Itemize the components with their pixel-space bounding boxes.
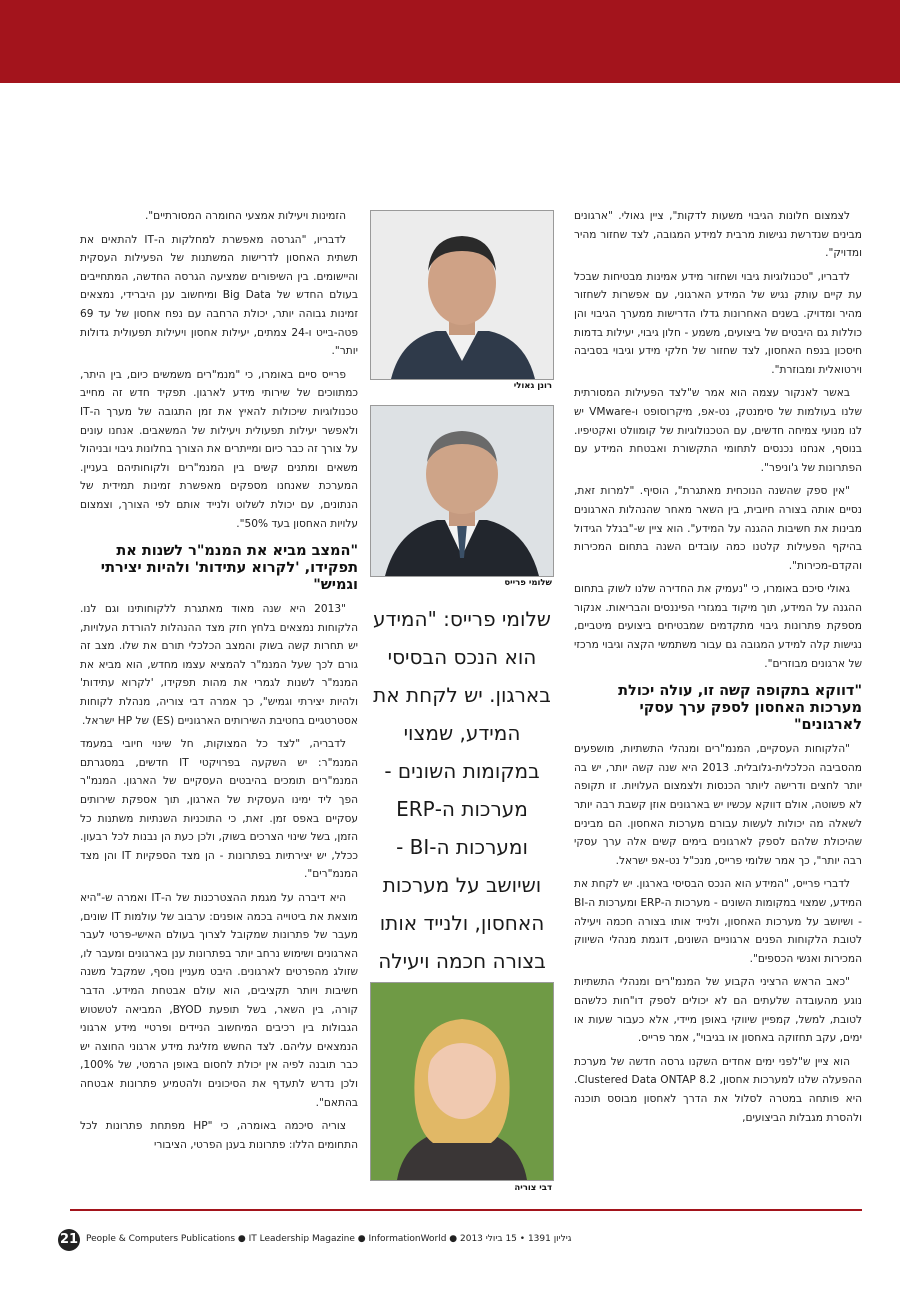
caption-shlomi-price: שלומי פרייס (504, 578, 552, 588)
article-paragraph: "הלקוחות העסקיים, המנמ"רים ומנהלי התשתיות, מושפעים מהסביבה הכלכלית-גלובלית. 2013 היא שנה קשה יותר, יש בה יותר לחצים ודרישה ליותר הכנסות ולצמצום העלויות. זו תקופה לא פשוטה, אולם דווקא עכשיו יש בארגונים אוזן קשבת רבה יותר לשאלה מה יכולות לעשות עבורם מערכות האחסון. הם מבינים שהיכולת שלהם לספק לארגונים בימים קשים אלה ערך עסקי רבה יותר", כך אמר שלומי פרייס, מנכ"ל נט-אפ ישראל. (574, 743, 862, 867)
article-paragraph: גאולי סיכם באומרו, כי "נעמיק את החדירה שלנו לשוק בתחום ההגנה על המידע, תוך מיקוד במגזרי הפיננסים והבריאות. אנקור מספקת פתרונות גיבוי מתקדמים שמבטיחים ביצועים מיטביים, נגישות קלה למידע המגובה גם עבור משתמשי הקצה וגיבוי מרכזי של ארגונים מבוזרים". (574, 583, 862, 670)
caption-roni-geuli: רונן גאולי (513, 381, 552, 391)
bottom-rule (70, 1209, 862, 1211)
section-heading: "דווקא בתקופה קשה זו, עולה יכולת מערכות האחסון לספק ערך עסקי לארגונים" (618, 683, 862, 734)
page-number: 21 (58, 1229, 80, 1251)
footer-magazine: IT Leadership Magazine (248, 1234, 355, 1244)
portrait-man-1 (371, 211, 553, 379)
footer-year: 2013 (460, 1234, 483, 1244)
article-paragraph: "2013 היא שנה מאוד מאתגרת ללקוחותינו וגם לנו. הלקוחות נמצאים בלחץ חזק מצד ההנהלות להורדת העלויות, יש תחרות קשה בשוק והמצב הכלכלי תורם את שלו. מצב זה גורם לכך שעל המנמ"ר להמציא עצמו מחדש, הוא מביא את המנמ"ר לשנות לגמרי את מהות תפקידו, 'לקרוא עתידות' ולהיות יצירתי וגמיש", כך אמרה דבי צוריה, מנהלת לקוחות אסטרטגיים בחטיבת השירותים הארגוניים (ES) של HP ישראל. (80, 603, 358, 727)
photo-roni-geuli (370, 210, 554, 380)
footer-publisher: People & Computers Publications (86, 1234, 236, 1244)
article-paragraph: הזמינות ויעילות אמצעי החומרה המסורתיים". (144, 210, 346, 222)
article-paragraph: הוא ציין ש"לפני ימים אחדים השקנו גרסה חדשה של מערכת ההפעלה שלנו למערכות אחסון, Clustered Data ONTAP 8.2. היא פותחה במטרה לסלול את הדרך לאחסון מבוסס תוכנה ולהסרת מגבלות הביצועים, (574, 1055, 862, 1124)
article-paragraph: לצמצום חלונות הגיבוי משעות לדקות", ציין גאולי. "ארגונים מבינים שנדרשת נגישות מרבית למידע המגובה, לצד שחזור מהיר ומדויק". (574, 210, 862, 260)
article-paragraph: "כאב הראש הרציני הקבוע של המנמ"רים ומנהלי התשתיות נוגע מהעובדה שלעתים הם לא יכולים לספק דו"חות כלשהם לטובת, למשל, קמפיין שיווקי באופן מיידי, אלא כעבור שעות או ימים, עקב תחזוקה באחסון או בגיבוי", אמר פרייס. (574, 976, 862, 1045)
article-paragraph: צוריה סיכמה באומרה, כי "HP מפתחת פתרונות לכל התחומים הללו: פתרונות בענן הפרטי, הציבורי (80, 1120, 358, 1151)
article-paragraph: "אין ספק שהשנה הנוכחית מאתגרת", הוסיף. "למרות זאת, נסיים אותה בצורה חיובית, בין השאר מאחר שהנהלות הארגונים מבינות את חשיבות ההגנה על המידע". הוא ציין ש-"בגלל הגידול בהיקף הפעילות קלטנו כמה עובדים השנה בתחום המכירות והקדם-מכירות". (574, 485, 862, 572)
page-footer (58, 1229, 848, 1253)
footer-bullet: ● (357, 1234, 369, 1244)
footer-issue: גיליון 1391 • 15 ביולי (485, 1234, 572, 1244)
article-paragraph: לדבריו, "טכנולוגיות גיבוי ושחזור מידע אמינות מבטיחות שבכל עת קיים עותק נגיש של המידע הארגוני, עם אפשרות לשחזור מהיר ומדויק. בשנים האחרונות גדלו הדרישות ממערך הגיבוי והן כוללות גם היבטים של ביצועים, משמע - חלון גיבוי, יעילות בדמות חיסכון בנפח האחסון, לצד שחזור של חלקי מידע וגיבוי בסביבה וירטואלית ומבוזרת". (574, 270, 862, 376)
photo-debi-zuria (370, 982, 554, 1181)
pull-quote: שלומי פרייס: "המידע הוא הנכס הבסיסי בארגון. יש לקחת את המידע, שמצוי במקומות השונים - מערכות ה-ERP ומערכות ה-BI - ושיושב על מערכות האחסון, ולנייד אותו בצורה חכמה ויעילה (373, 607, 551, 973)
footer-bullet: ● (237, 1234, 249, 1244)
article-column-right (574, 207, 862, 1207)
footer-text (86, 1234, 571, 1244)
portrait-man-2 (371, 406, 553, 576)
caption-debi-zuria: דבי צוריה (514, 1183, 552, 1193)
article-paragraph: פרייס סיים באומרו, כי "מנמ"רים משמשים כיום, בין היתר, כמתווכים של שירותי מידע לארגון. תפקיד חדש זה מחייב טכנולוגיות שיכולות להאיץ את זמן התגובה של מערך ה-IT ולאפשר יעילות תפעולית ויעילות של המשאבים. אנחנו עונים על צורך זה כבר כיום ומייתרים את הצורך בחלונות גיבוי ובניהול משאים ומתנים קשים בין המנמ"רים ולקוחותיהם בעניין. המערכת שאנחנו מספקים מאפשרת זמינות תמידית של הנתונים, עם יכולת לשלוט ולנייד אותם לפי הצורך, וצמצום עלויות האחסון בעד 50%". (80, 368, 358, 530)
portrait-woman (371, 983, 553, 1180)
article-paragraph: לדברי פרייס, "המידע הוא הנכס הבסיסי בארגון. יש לקחת את המידע, שמצוי במקומות השונים - מערכות ה-ERP ומערכות ה-BI - ושיושב על מערכות האחסון, ולנייד אותו בצורה חכמה ויעילה לטובת הלקוחות הפנים ארגוניים השונים, דוגמת מנהלי השיווק המכירות ואנשי הכספים". (574, 878, 862, 965)
article-paragraph: לדבריו, "הגרסה מאפשרת למחלקות ה-IT להתאים את תשתית האחסון לדרישות המשתנות של הפעילות העסקית והיישומים. בין השיפורים שמציעה הגרסה החדשה, המתחייבים בעולם החדש של Big Data ומיחשוב ענן היברידי, נמצאים זמינות גבוהה יותר, יכולת הרחבה עם נפח אחסון של עד 69 פטה-בייט ו-24 צמתים, יעילות אחסון ויעילות תפעולית גדולות יותר". (80, 233, 358, 358)
article-paragraph: היא דיברה על מגמת ההצטרכנות של ה-IT ואמרה ש-"היא מוצאת את ביטוייה בכמה אופנים: ערבוב של עולמות IT שונים, מעבר של פתרונות שמקובל לצרוך בעולם האישי-פרטי לעבר הארגונים ושימוש נרחב יותר בפתרונות ענן בארגונים ומעבר לו, שזולג מהפרטים לארגונים. היבט מעניין נוסף, שמקבל משנה חשיבות ויותר תקציבים, הוא עולם אבטחת המידע. הדבר קורה, בין השאר, בשל תופעת BYOD, המביאה לטשטוש הגבולות בין רכיבים המיחשוב הניידים ופרטיי מידע ארגוני הנמצאים עליהם. לצד החשש מזליגת מידע ארגוני החוצה יש כבר תובנה לפיה אין יכולת לחסום באופן הרמטי, של 100%, ולכן נדרש לתעדף את הסיכונים ולהטמיע פתרונות אבטחה בהתאם". (80, 892, 358, 1109)
section-heading: "המצב מביא את המנמ"ר לשנות את תפקידו, 'לקרוא עתידות' ולהיות יצירתי וגמיש" (100, 543, 358, 594)
photo-shlomi-price (370, 405, 554, 577)
article-paragraph: באשר לאנקור עצמה הוא אמר ש"לצד הפעילות המסורתית שלנו בעולמות של סימנטק, נט-אפ, מיקרוסופט ו-VMware יש לנו מנועי צמיחה חדשים, עם הטכנולוגיות של קומוולט ואקטיפיו. בנוסף, אנחנו נכנסים לתחומי התקשורת ואבטחת המידע עם הפתרונות של ג'וניפר". (574, 387, 862, 474)
footer-bullet: ● (449, 1234, 460, 1244)
top-banner (0, 0, 900, 83)
footer-site: InformationWorld (368, 1234, 447, 1244)
article-column-left (80, 207, 358, 1207)
article-paragraph: לדבריה, "לצד כל המצוקות, חל שינוי חיובי במעמד המנמ"ר: יש השקעה בפרויקטי IT חדשים, במסגרתם המנמ"רים תומכים בהיבטים העסקיים של הארגון. המנמ"ר הפך ליד ימינו העסקית של הארגון, תוך אספקת שירותים עסקיים באפס זמן. זאת, כי התוכניות השנתיות משתנות כל הזמן, בשל שינוי הצרכים בשוק, ולכן כעת הן נבנות לכל רבעון. ככלל, יש יצירתיות בפתרונות - הן מצד הספקיות IT והן מצד המנמ"רים". (80, 738, 358, 881)
